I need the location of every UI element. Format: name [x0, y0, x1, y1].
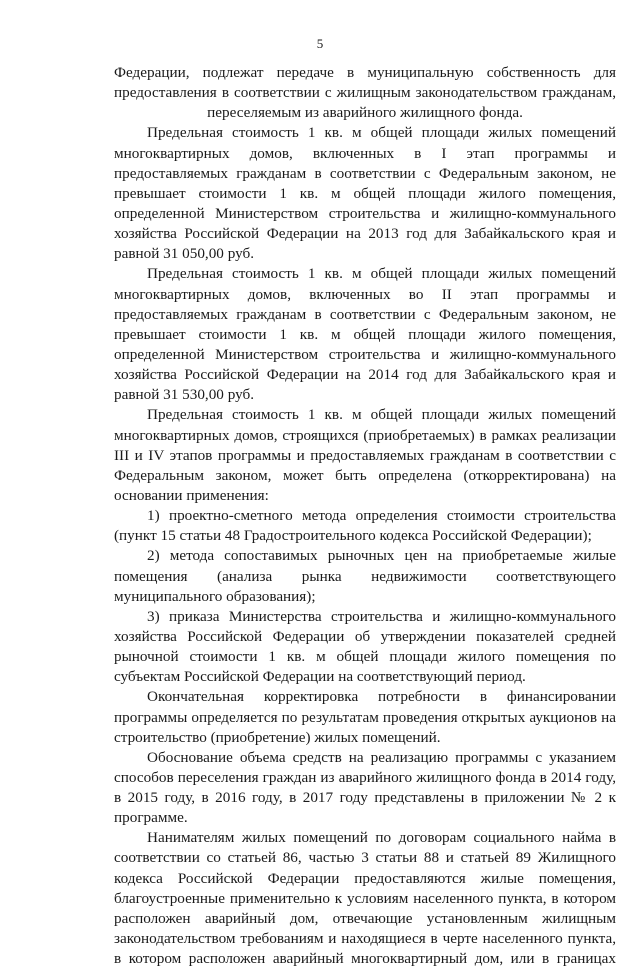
text-line: основании применения:: [114, 486, 269, 504]
text-line: способов переселения граждан из аварийного жилищного фонда в 2014 году,: [114, 768, 616, 786]
text-line: равной 31 530,00 руб.: [114, 386, 255, 404]
paragraph: [114, 63, 616, 123]
text-line: хозяйства Российской Федерации на 2013 год для Забайкальского края и: [114, 225, 616, 243]
text-line: переселяемым из аварийного жилищного фонда.: [207, 104, 523, 122]
text-line: (пункт 15 статьи 48 Градостроительного кодекса Российской Федерации);: [114, 527, 592, 545]
text-line: превышает стоимости 1 кв. м общей площади жилого помещения,: [114, 325, 616, 343]
text-line: многоквартирных домов, включенных во II этап программы и: [114, 285, 616, 303]
text-line: определенной Министерством строительства и жилищно-коммунального: [114, 204, 616, 222]
text-line: программе.: [114, 809, 188, 827]
text-line: превышает стоимости 1 кв. м общей площади жилого помещения,: [114, 184, 616, 202]
text-line: программы определяется по результатам проведения открытых аукционов на: [114, 708, 616, 726]
text-line: Обоснование объема средств на реализацию программы с указанием: [147, 748, 616, 766]
text-line: многоквартирных домов, строящихся (приобретаемых) в рамках реализации: [114, 426, 616, 444]
paragraph: [114, 405, 616, 506]
paragraph: [114, 264, 616, 405]
text-line: предоставляемых гражданам в соответствии с Федеральным законом, не: [114, 305, 616, 323]
text-line: законодательством требованиям и находящиеся в черте населенного пункта,: [114, 930, 616, 948]
paragraph: [114, 546, 616, 606]
text-line: благоустроенные применительно к условиям населенного пункта, в котором: [114, 889, 616, 907]
text-line: 2) метода сопоставимых рыночных цен на приобретаемые жилые: [147, 547, 616, 565]
text-line: кодекса Российской Федерации предоставляются жилые помещения,: [114, 869, 616, 887]
text-line: III и IV этапов программы и предоставляемых гражданам в соответствии с: [114, 446, 616, 464]
text-line: соответствии со статьей 86, частью 3 статьи 88 и статьей 89 Жилищного: [114, 849, 616, 867]
text-line: Нанимателям жилых помещений по договорам социального найма в: [147, 829, 616, 847]
text-line: предоставления в соответствии с жилищным законодательством гражданам,: [114, 84, 616, 102]
paragraph: [114, 123, 616, 264]
text-line: рыночной стоимости 1 кв. м общей площади жилого помещения по: [114, 648, 616, 666]
paragraph: [114, 607, 616, 688]
paragraph: [114, 748, 616, 829]
text-line: хозяйства Российской Федерации об утверждении показателей средней: [114, 627, 616, 645]
text-line: муниципального образования);: [114, 587, 316, 605]
paragraph: [114, 828, 616, 969]
page-number: 5: [316, 36, 324, 51]
paragraph: [114, 506, 616, 546]
text-line: хозяйства Российской Федерации на 2014 год для Забайкальского края и: [114, 366, 616, 384]
text-line: помещения (анализа рынка недвижимости соответствующего: [114, 567, 616, 585]
text-line: субъектам Российской Федерации на соответствующий период.: [114, 668, 526, 686]
text-line: в котором расположен аварийный многоквартирный дом, или в границах: [114, 950, 616, 968]
text-line: предоставляемых гражданам в соответствии с Федеральным законом, не: [114, 164, 616, 182]
text-line: Окончательная корректировка потребности в финансировании: [147, 688, 616, 706]
text-line: Федерации, подлежат передаче в муниципальную собственность для: [114, 64, 616, 81]
text-line: Федеральным законом, может быть определена (откорректирована) на: [114, 466, 616, 484]
text-line: в 2015 году, в 2016 году, в 2017 году представлены в приложении № 2 к: [114, 789, 616, 807]
text-line: Предельная стоимость 1 кв. м общей площади жилых помещений: [147, 124, 616, 142]
text-line: 1) проектно-сметного метода определения стоимости строительства: [147, 507, 616, 525]
paragraph: [114, 687, 616, 747]
text-line: многоквартирных домов, включенных в I этап программы и: [114, 144, 616, 162]
document-body: [114, 63, 616, 969]
text-line: расположен аварийный дом, отвечающие установленным жилищным: [114, 909, 616, 927]
text-line: Предельная стоимость 1 кв. м общей площади жилых помещений: [147, 406, 616, 424]
text-line: определенной Министерством строительства и жилищно-коммунального: [114, 345, 616, 363]
text-line: равной 31 050,00 руб.: [114, 245, 255, 263]
text-line: Предельная стоимость 1 кв. м общей площади жилых помещений: [147, 265, 616, 283]
text-line: строительство (приобретение) жилых помещений.: [114, 728, 441, 746]
text-line: 3) приказа Министерства строительства и жилищно-коммунального: [147, 607, 616, 625]
